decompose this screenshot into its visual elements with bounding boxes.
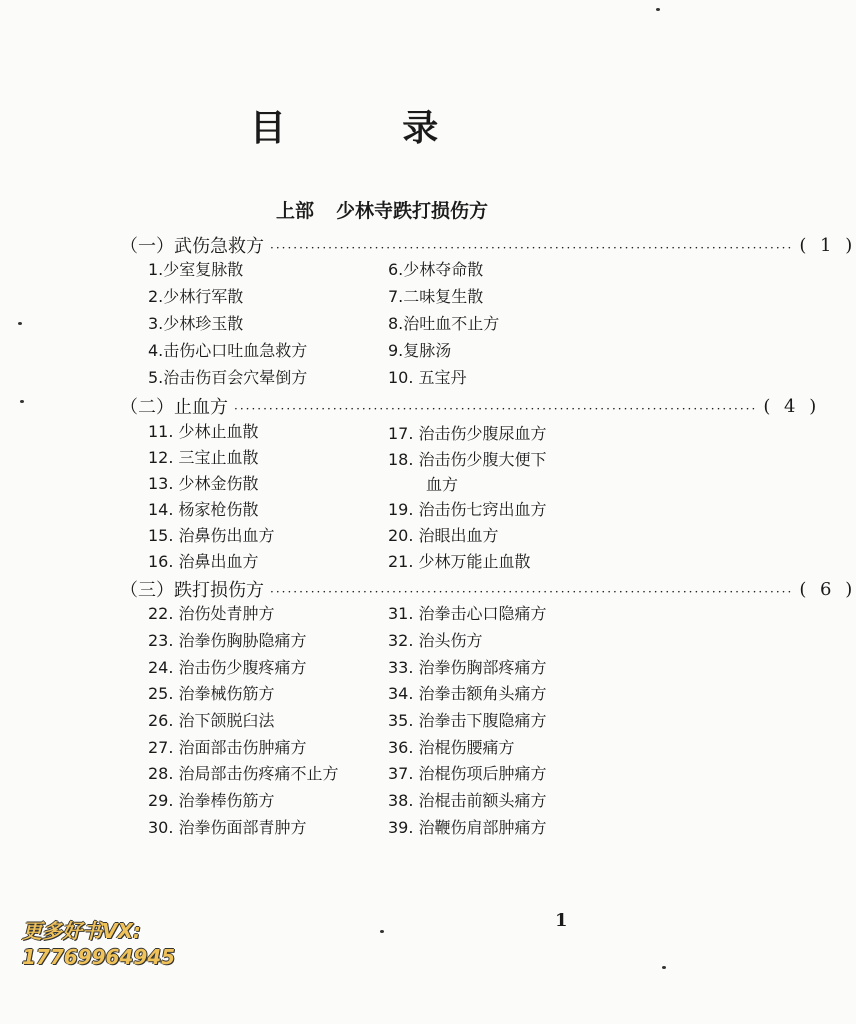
- toc-item[interactable]: 25. 治拳械伤筋方: [148, 684, 275, 703]
- toc-item[interactable]: 26. 治下颌脱臼法: [148, 711, 275, 730]
- toc-item[interactable]: 15. 治鼻伤出血方: [148, 526, 275, 545]
- scan-speck: [18, 322, 22, 325]
- toc-item[interactable]: 27. 治面部击伤肿痛方: [148, 738, 307, 757]
- section-name: 武伤急救方: [174, 236, 264, 257]
- toc-item[interactable]: 18. 治击伤少腹大便下: [388, 450, 547, 469]
- scan-speck: [656, 8, 660, 11]
- toc-item[interactable]: 31. 治拳击心口隐痛方: [388, 604, 547, 623]
- toc-item[interactable]: 12. 三宝止血散: [148, 448, 259, 467]
- section-page: ( 1 ): [799, 234, 856, 256]
- toc-item[interactable]: 16. 治鼻出血方: [148, 552, 259, 571]
- toc-item[interactable]: 7.二味复生散: [388, 287, 484, 306]
- toc-item-continuation: 血方: [426, 475, 459, 494]
- watermark: [22, 918, 175, 970]
- toc-item[interactable]: 34. 治拳击额角头痛方: [388, 684, 547, 703]
- toc-item[interactable]: 29. 治拳棒伤筋方: [148, 791, 275, 810]
- toc-item[interactable]: 36. 治棍伤腰痛方: [388, 738, 515, 757]
- part-label: 上部: [276, 200, 315, 222]
- toc-item[interactable]: 28. 治局部击伤疼痛不止方: [148, 764, 339, 783]
- toc-item[interactable]: 6.少林夺命散: [388, 260, 484, 279]
- section-header-3[interactable]: [120, 576, 856, 602]
- toc-item[interactable]: 37. 治棍伤项后肿痛方: [388, 764, 547, 783]
- toc-item[interactable]: 32. 治头伤方: [388, 631, 483, 650]
- page-number: 1: [555, 910, 568, 931]
- leader-dots: ··························································································: [270, 241, 794, 255]
- toc-item[interactable]: 33. 治拳伤胸部疼痛方: [388, 658, 547, 677]
- toc-item[interactable]: 2.少林行军散: [148, 287, 244, 306]
- watermark-line-1: 更多好书VX:: [22, 919, 141, 943]
- section-name: 止血方: [174, 397, 228, 418]
- section-page: ( 6 ): [799, 578, 856, 600]
- page-title: 目 录: [249, 108, 491, 149]
- toc-item[interactable]: 23. 治拳伤胸胁隐痛方: [148, 631, 307, 650]
- toc-item[interactable]: 22. 治伤处青肿方: [148, 604, 275, 623]
- section-number: （二）: [120, 397, 174, 418]
- toc-item[interactable]: 30. 治拳伤面部青肿方: [148, 818, 307, 837]
- toc-item[interactable]: 19. 治击伤七窍出血方: [388, 500, 547, 519]
- scan-speck: [380, 930, 384, 933]
- toc-item[interactable]: 20. 治眼出血方: [388, 526, 499, 545]
- toc-item[interactable]: 35. 治拳击下腹隐痛方: [388, 711, 547, 730]
- toc-item[interactable]: 8.治吐血不止方: [388, 314, 500, 333]
- toc-item[interactable]: 3.少林珍玉散: [148, 314, 244, 333]
- section-header-1[interactable]: [120, 232, 856, 258]
- toc-item[interactable]: 24. 治击伤少腹疼痛方: [148, 658, 307, 677]
- toc-item[interactable]: 39. 治鞭伤肩部肿痛方: [388, 818, 547, 837]
- toc-item[interactable]: 11. 少林止血散: [148, 422, 259, 441]
- scan-speck: [20, 400, 24, 403]
- part-title: [276, 196, 488, 223]
- part-name: 少林寺跌打损伤方: [336, 200, 489, 222]
- scan-speck: [662, 966, 666, 969]
- leader-dots: ··························································································: [234, 402, 758, 416]
- leader-dots: ··························································································: [270, 585, 794, 599]
- toc-item[interactable]: 10. 五宝丹: [388, 368, 467, 387]
- toc-item[interactable]: 9.复脉汤: [388, 341, 452, 360]
- toc-item[interactable]: 5.治击伤百会穴晕倒方: [148, 368, 308, 387]
- toc-item[interactable]: 1.少室复脉散: [148, 260, 244, 279]
- section-number: （一）: [120, 236, 174, 257]
- section-header-2[interactable]: [120, 393, 821, 419]
- toc-item[interactable]: 14. 杨家枪伤散: [148, 500, 259, 519]
- toc-item[interactable]: 4.击伤心口吐血急救方: [148, 341, 308, 360]
- toc-item[interactable]: 21. 少林万能止血散: [388, 552, 531, 571]
- section-name: 跌打损伤方: [174, 580, 264, 601]
- toc-item[interactable]: 38. 治棍击前额头痛方: [388, 791, 547, 810]
- section-page: ( 4 ): [763, 395, 821, 417]
- toc-item[interactable]: 13. 少林金伤散: [148, 474, 259, 493]
- toc-item[interactable]: 17. 治击伤少腹尿血方: [388, 424, 547, 443]
- watermark-line-2: 17769964945: [22, 945, 176, 969]
- section-number: （三）: [120, 580, 174, 601]
